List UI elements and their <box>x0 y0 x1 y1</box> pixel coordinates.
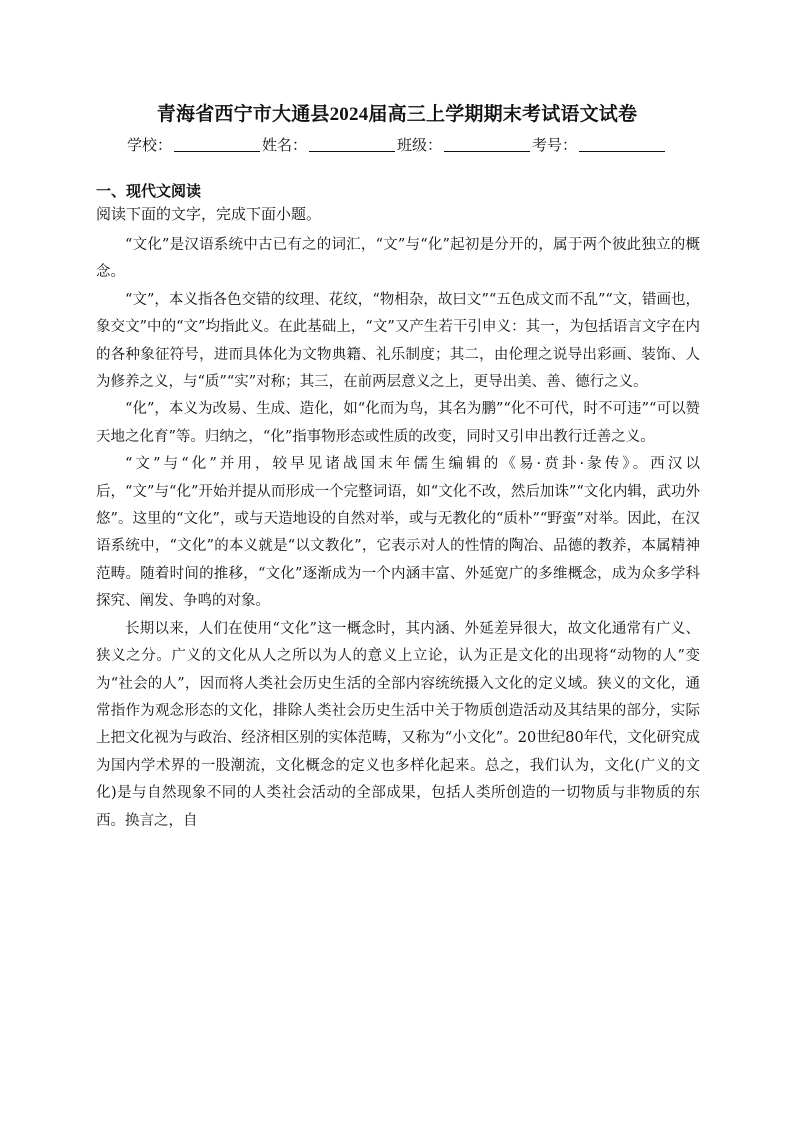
name-blank <box>309 135 395 152</box>
passage-paragraph: 长期以来，人们在使用“文化”这一概念时，其内涵、外延差异很大，故文化通常有广义、狭义之分。广义的文化从人之所以为人的意义上立论，认为正是文化的出现将“动物的人”变为“社会的人”，因而将人类社会历史生活的全部内容统统摄入文化的定义域。狭义的文化，通常指作为观念形态的文化，排除人类社会历史生活中关于物质创造活动及其结果的部分，实际上把文化视为与政治、经济相区别的实体范畴，又称为“小文化”。20世纪80年代，文化研究成为国内学术界的一股潮流，文化概念的定义也多样化起来。总之，我们认为，文化(广义的文化)是与自然现象不同的人类社会活动的全部成果，包括人类所创造的一切物质与非物质的东西。换言之，自 <box>96 620 700 829</box>
school-blank <box>174 135 260 152</box>
reading-instruction: 阅读下面的文字，完成下面小题。 <box>96 205 322 223</box>
school-label: 学校： <box>126 136 172 154</box>
passage-paragraph: “文”与“化”并用，较早见诸战国末年儒生编辑的《易·贲卦·彖传》。西汉以后，“文”与“化”开始并提从而形成一个完整词语，如“文化不改，然后加诛”“文化内辑，武功外悠”。这里的“文化”，或与天造地设的自然对举，或与无教化的“质朴”“野蛮”对举。因此，在汉语系统中，“文化”的本义就是“以文教化”，它表示对人的性情的陶冶、品德的教养，本属精神范畴。随着时间的推移，“文化”逐渐成为一个内涵丰富、外延宽广的多维概念，成为众多学科探究、阐发、争鸣的对象。 <box>96 456 700 610</box>
passage-paragraph: “文化”是汉语系统中古已有之的词汇，“文”与“化”起初是分开的，属于两个彼此独立的概念。 <box>96 237 700 281</box>
exam-title: 青海省西宁市大通县2024届高三上学期期末考试语文试卷 <box>156 104 638 125</box>
class-blank <box>444 135 530 152</box>
class-label: 班级： <box>397 136 443 154</box>
student-info-line <box>0 134 794 156</box>
passage-paragraph: “化”，本义为改易、生成、造化，如“化而为鸟，其名为鹏”“化不可代，时不可违”“可以赞天地之化育”等。归纳之，“化”指事物形态或性质的改变，同时又引申出教行迁善之义。 <box>96 401 700 445</box>
exam-number-label: 考号： <box>532 136 578 154</box>
passage-body <box>96 232 700 835</box>
passage-paragraph: “文”，本义指各色交错的纹理、花纹，“物相杂，故曰文”“五色成文而不乱”“文，错画也，象交文”中的“文”均指此义。在此基础上，“文”又产生若干引申义：其一，为包括语言文字在内的各种象征符号，进而具体化为文物典籍、礼乐制度；其二，由伦理之说导出彩画、装饰、人为修养之义，与“质”“实”对称；其三，在前两层意义之上，更导出美、善、德行之义。 <box>96 291 700 391</box>
exam-number-blank <box>579 135 665 152</box>
name-label: 姓名： <box>261 136 307 154</box>
section-heading: 一、现代文阅读 <box>96 182 202 200</box>
